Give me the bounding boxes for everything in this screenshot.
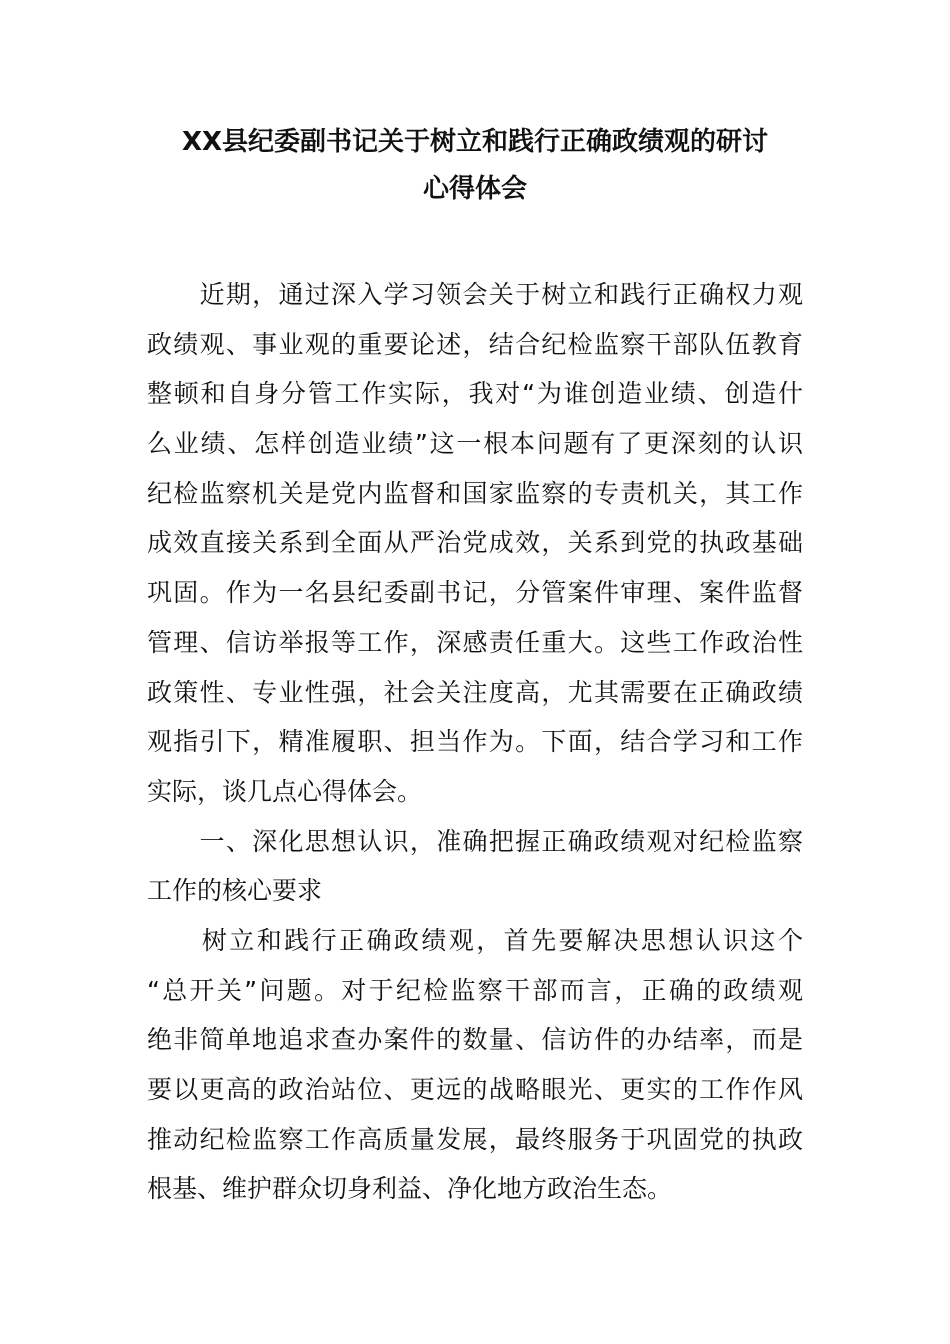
- body-line: 纪检监察机关是党内监督和国家监察的专责机关，其工作: [147, 478, 803, 508]
- body-line: 树立和践行正确政绩观，首先要解决思想认识这个: [147, 925, 803, 955]
- body-line: 成效直接关系到全面从严治党成效，关系到党的执政基础: [147, 528, 803, 558]
- title-line-2: 心得体会: [422, 174, 527, 204]
- body-line: 实际，谈几点心得体会。: [147, 776, 423, 806]
- body-line: “总开关”问题。对于纪检监察干部而言，正确的政绩观: [147, 975, 803, 1005]
- body-line: 近期，通过深入学习领会关于树立和践行正确权力观: [147, 280, 803, 309]
- body-line: 么业绩、怎样创造业绩”这一根本问题有了更深刻的认识: [147, 429, 803, 459]
- body-line: 整顿和自身分管工作实际，我对“为谁创造业绩、创造什: [147, 379, 803, 409]
- document-title: [0, 119, 950, 213]
- body-line: 根基、维护群众切身利益、净化地方政治生态。: [147, 1174, 673, 1204]
- body-line: 要以更高的政治站位、更远的战略眼光、更实的工作作风: [147, 1075, 803, 1104]
- body-line: 观指引下，精准履职、担当作为。下面，结合学习和工作: [147, 727, 803, 757]
- body-line: 管理、信访举报等工作，深感责任重大。这些工作政治性: [147, 627, 803, 657]
- section-heading-line: 工作的核心要求: [147, 876, 323, 906]
- document-body: [147, 270, 803, 1214]
- body-line: 巩固。作为一名县纪委副书记，分管案件审理、案件监督: [147, 578, 803, 608]
- section-heading-line: 一、深化思想认识，准确把握正确政绩观对纪检监察: [147, 826, 803, 856]
- body-line: 政绩观、事业观的重要论述，结合纪检监察干部队伍教育: [147, 329, 803, 359]
- body-line: 推动纪检监察工作高质量发展，最终服务于巩固党的执政: [147, 1124, 803, 1154]
- body-line: 政策性、专业性强，社会关注度高，尤其需要在正确政绩: [147, 677, 803, 707]
- title-line-1: XX县纪委副书记关于树立和践行正确政绩观的研讨: [181, 127, 769, 157]
- body-line: 绝非简单地追求查办案件的数量、信访件的办结率，而是: [147, 1025, 803, 1055]
